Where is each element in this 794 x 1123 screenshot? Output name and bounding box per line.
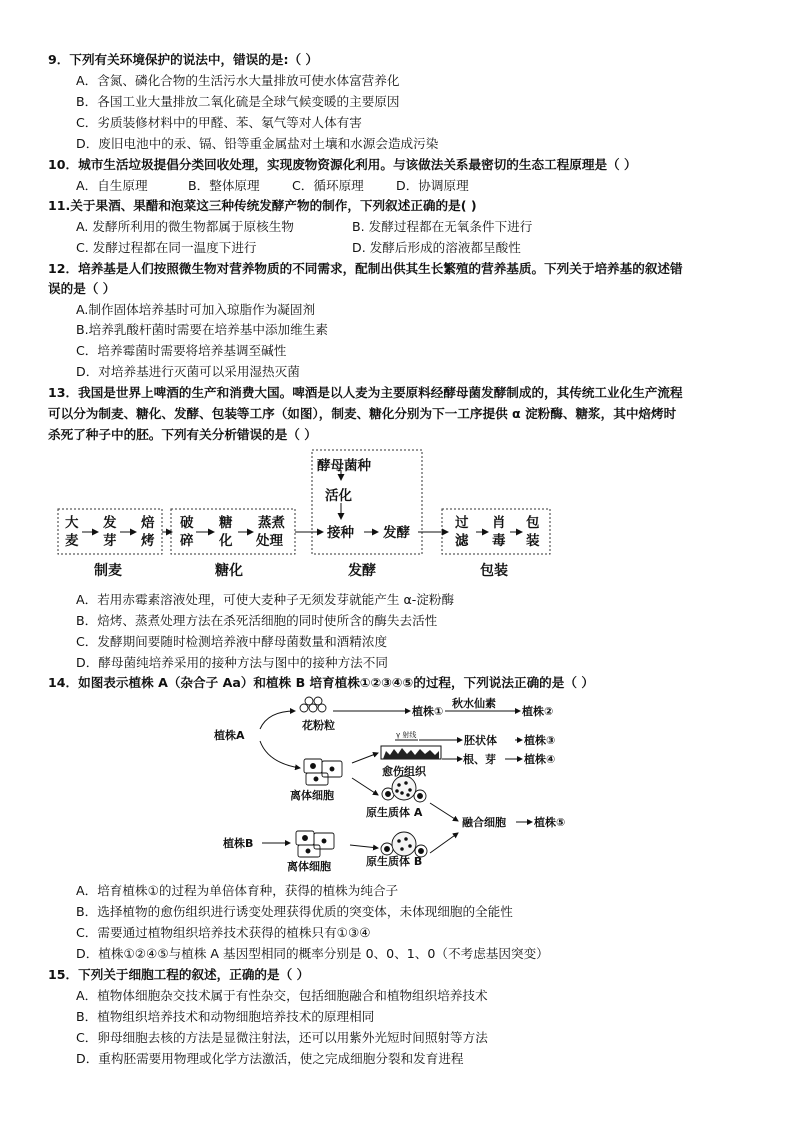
q12-option-a[interactable]: A.制作固体培养基时可加入琼脂作为凝固剂	[76, 302, 316, 317]
step-saccharify-2: 化	[219, 533, 233, 549]
step-boil-2: 处理	[256, 533, 283, 549]
q12-stem-line2: 误的是（ ）	[48, 281, 116, 296]
step-roast-2: 烤	[141, 533, 155, 549]
q13-option-b[interactable]: B．焙烤、蒸煮处理方法在杀死活细胞的同时使所含的酶失去活性	[76, 613, 438, 628]
step-saccharify-1: 糖	[219, 515, 233, 531]
q12-option-c[interactable]: C．培养霉菌时需要将培养基调至碱性	[76, 343, 287, 358]
label-plant-2: 植株②	[522, 705, 554, 718]
step-pack-1: 包	[526, 515, 540, 531]
label-root-bud: 根、芽	[463, 753, 496, 766]
stage-fermentation: 发酵	[348, 563, 376, 579]
q13-option-d[interactable]: D．酵母菌纯培养采用的接种方法与图中的接种方法不同	[76, 655, 388, 670]
step-yeast: 酵母菌种	[317, 458, 371, 474]
q12-option-b[interactable]: B.培养乳酸杆菌时需要在培养基中添加维生素	[76, 322, 328, 337]
callus-icon	[381, 746, 441, 759]
step-barley-1: 大	[65, 515, 79, 531]
q10-option-c[interactable]: C．循环原理	[292, 178, 364, 193]
q10-stem: 10．城市生活垃圾提倡分类回收处理，实现废物资源化利用。与该做法关系最密切的生态工程原理是（ ）	[48, 157, 637, 172]
q14-option-a[interactable]: A．培育植株①的过程为单倍体育种，获得的植株为纯合子	[76, 883, 399, 898]
q13-stem-line2: 可以分为制麦、糖化、发酵、包装等工序（如图），制麦、糖化分别为下一工序提供 α 淀粉酶、糖浆，其中焙烤时	[48, 406, 677, 421]
step-pack-2: 装	[526, 533, 540, 549]
q11-option-a[interactable]: A. 发酵所利用的微生物都属于原核生物	[76, 219, 294, 234]
q10-option-d[interactable]: D．协调原理	[396, 178, 469, 193]
step-filter-2: 滤	[455, 533, 469, 549]
q9-stem: 9．下列有关环境保护的说法中，错误的是:（ ）	[48, 52, 319, 67]
isolated-cells-b-icon	[296, 831, 334, 857]
label-colchicine: 秋水仙素	[452, 697, 496, 710]
label-protoplast-b: 原生质体 B	[366, 855, 423, 868]
step-barley-2: 麦	[65, 533, 79, 549]
protoplast-b-icon	[381, 832, 427, 857]
q9-option-d[interactable]: D．废旧电池中的汞、镉、铅等重金属盐对土壤和水源会造成污染	[76, 136, 439, 151]
step-boil-1: 蒸煮	[258, 515, 285, 531]
label-protoplast-a: 原生质体 A	[366, 806, 423, 819]
step-activate: 活化	[325, 488, 352, 504]
q13-option-c[interactable]: C．发酵期间要随时检测培养液中酵母菌数量和酒精浓度	[76, 634, 388, 649]
label-plant-a: 植株A	[214, 729, 245, 742]
q15-option-b[interactable]: B．植物组织培养技术和动物细胞培养技术的原理相同	[76, 1009, 375, 1024]
step-filter-1: 过	[455, 515, 469, 531]
q13-stem-line1: 13．我国是世界上啤酒的生产和消费大国。啤酒是以人麦为主要原料经酵母菌发酵制成的，其传统工业化生产流程	[48, 385, 683, 400]
label-callus: 愈伤组织	[382, 765, 426, 778]
label-plant-4: 植株④	[524, 753, 556, 766]
label-plant-1: 植株①	[412, 705, 444, 718]
step-crush-1: 破	[180, 515, 194, 531]
q15-option-d[interactable]: D．重构胚需要用物理或化学方法激活，使之完成细胞分裂和发育进程	[76, 1051, 464, 1066]
q11-option-b[interactable]: B. 发酵过程都在无氧条件下进行	[352, 219, 533, 234]
q11-option-d[interactable]: D. 发酵后形成的溶液都呈酸性	[352, 240, 521, 255]
step-sprout-1: 发	[103, 515, 117, 531]
step-sprout-2: 芽	[103, 533, 117, 549]
step-sterilize-1: 肖	[492, 515, 506, 531]
q9-option-c[interactable]: C．劣质装修材料中的甲醛、苯、氡气等对人体有害	[76, 115, 362, 130]
protoplast-a-icon	[382, 776, 426, 802]
label-isolated-b: 离体细胞	[287, 860, 331, 873]
label-pollen: 花粉粒	[302, 719, 335, 732]
label-isolated-a: 离体细胞	[290, 789, 334, 802]
q13-stem-line3: 杀死了种子中的胚。下列有关分析错误的是（ ）	[48, 427, 317, 442]
label-gamma-ray: γ 射线	[396, 731, 417, 739]
label-fused-cell: 融合细胞	[462, 816, 506, 829]
q14-option-b[interactable]: B．选择植物的愈伤组织进行诱变处理获得优质的突变体，未体现细胞的全能性	[76, 904, 513, 919]
isolated-cells-a-icon	[304, 759, 342, 785]
q15-stem: 15．下列关于细胞工程的叙述，正确的是（ ）	[48, 967, 310, 982]
step-ferment: 发酵	[383, 525, 410, 541]
step-inoculate: 接种	[327, 525, 354, 541]
q14-option-c[interactable]: C．需要通过植物组织培养技术获得的植株只有①③④	[76, 925, 371, 940]
q15-option-c[interactable]: C．卵母细胞去核的方法是显微注射法，还可以用紫外光短时间照射等方法	[76, 1030, 488, 1045]
q13-option-a[interactable]: A．若用赤霉素溶液处理，可使大麦种子无须发芽就能产生 α-淀粉酶	[76, 592, 455, 607]
q12-option-d[interactable]: D．对培养基进行灭菌可以采用湿热灭菌	[76, 364, 300, 379]
q10-option-a[interactable]: A．自生原理	[76, 178, 148, 193]
stage-packaging: 包装	[480, 563, 508, 579]
pollen-grains-icon	[300, 697, 326, 712]
q11-option-c[interactable]: C. 发酵过程都在同一温度下进行	[76, 240, 257, 255]
step-sterilize-2: 毒	[492, 533, 506, 549]
q14-option-d[interactable]: D．植株①②④⑤与植株 A 基因型相同的概率分别是 0、0、1、0（不考虑基因突变）	[76, 946, 549, 961]
plant-breeding-diagram	[0, 693, 794, 878]
q12-stem-line1: 12．培养基是人们按照微生物对营养物质的不同需求，配制出供其生长繁殖的营养基质。下列关于培养基的叙述错	[48, 261, 683, 276]
beer-process-diagram	[0, 445, 794, 585]
q11-stem: 11.关于果酒、果醋和泡菜这三种传统发酵产物的制作，下列叙述正确的是( )	[48, 198, 477, 213]
label-plant-b: 植株B	[223, 837, 254, 850]
stage-malting: 制麦	[94, 563, 122, 579]
q10-option-b[interactable]: B．整体原理	[188, 178, 260, 193]
q9-option-b[interactable]: B．各国工业大量排放二氧化硫是全球气候变暖的主要原因	[76, 94, 400, 109]
label-embryoid: 胚状体	[464, 734, 497, 747]
step-roast-1: 焙	[141, 515, 155, 531]
label-plant-5: 植株⑤	[534, 816, 566, 829]
q15-option-a[interactable]: A．植物体细胞杂交技术属于有性杂交，包括细胞融合和植物组织培养技术	[76, 988, 488, 1003]
q9-option-a[interactable]: A．含氮、磷化合物的生活污水大量排放可使水体富营养化	[76, 73, 400, 88]
stage-saccharification: 糖化	[215, 563, 243, 579]
q14-stem: 14．如图表示植株 A（杂合子 Aa）和植株 B 培育植株①②③④⑤的过程，下列说法正确的是（ ）	[48, 675, 594, 690]
label-plant-3: 植株③	[524, 734, 556, 747]
step-crush-2: 碎	[180, 533, 194, 549]
